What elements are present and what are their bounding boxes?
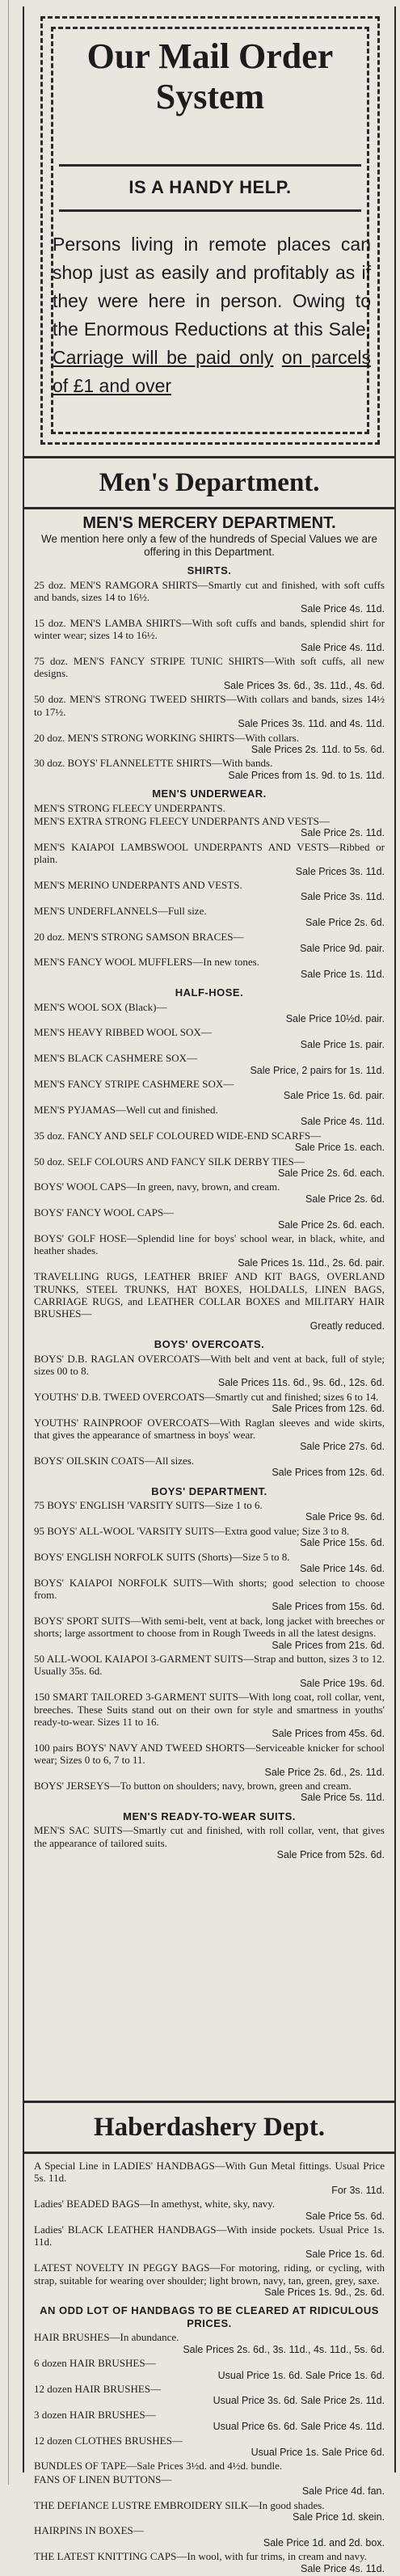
list-item xyxy=(34,1615,385,1652)
list-item xyxy=(34,1078,385,1103)
item-description: MEN'S HEAVY RIBBED WOOL SOX— xyxy=(34,1026,212,1039)
list-item xyxy=(34,2160,385,2197)
item-price: Sale Prices from 15s. 6d. xyxy=(272,1601,385,1613)
item-price: Sale Price 9d. pair. xyxy=(300,943,385,954)
item-price: Sale Price 3s. 11d. xyxy=(301,891,385,903)
item-description: YOUTHS' RAINPROOF OVERCOATS—With Raglan sleeves and wide skirts, that gives the appearance of smartness in boys' wear. xyxy=(34,1416,385,1442)
item-description: YOUTHS' D.B. TWEED OVERCOATS—Smartly cut and finished; sizes 6 to 14. xyxy=(34,1390,379,1403)
item-price: Sale Prices 3s. 11d. xyxy=(295,865,385,877)
list-item xyxy=(34,693,385,730)
ready-to-wear-list xyxy=(34,1824,385,1861)
boys-heading: BOYS' DEPARTMENT. xyxy=(151,1484,267,1497)
list-item xyxy=(34,905,385,930)
odd-lot-heading: AN ODD LOT OF HANDBAGS TO BE CLEARED AT RIDICULOUS PRICES. xyxy=(40,2304,379,2329)
list-item xyxy=(34,1155,385,1180)
list-item xyxy=(34,1052,385,1077)
item-description: MEN'S WOOL SOX (Black)— xyxy=(34,1000,167,1013)
item-description: MEN'S MERINO UNDERPANTS AND VESTS. xyxy=(34,878,242,891)
ready-to-wear-heading: MEN'S READY-TO-WEAR SUITS. xyxy=(123,1810,296,1822)
item-description: 75 BOYS' ENGLISH 'VARSITY SUITS—Size 1 to 6. xyxy=(34,1499,263,1512)
item-description: 3 dozen HAIR BRUSHES— xyxy=(34,2408,156,2421)
item-description: BOYS' KAIAPOI NORFOLK SUITS—With shorts; good selection to choose from. xyxy=(34,1576,385,1601)
item-price: Sale Price 2s. 6d. xyxy=(305,917,385,929)
item-price: Sale Price 27s. 6d. xyxy=(300,1441,385,1453)
item-description: 95 BOYS' ALL-WOOL 'VARSITY SUITS—Extra good value; Size 3 to 8. xyxy=(34,1524,350,1537)
list-item xyxy=(34,579,385,616)
item-price: Sale Prices from 1s. 9d. to 1s. 11d. xyxy=(228,769,385,781)
ad-rule-top xyxy=(59,164,361,167)
item-price: Sale Price 1s. pair. xyxy=(300,1038,385,1050)
list-item xyxy=(34,1551,385,1576)
item-price: Sale Prices from 21s. 6d. xyxy=(272,1639,385,1651)
item-price: For 3s. 11d. xyxy=(331,2184,385,2196)
item-description: Ladies' BLACK LEATHER HANDBAGS—With inside pockets. Usual Price 1s. 11d. xyxy=(34,2223,385,2249)
list-item xyxy=(34,732,385,757)
ad-title-line2: System xyxy=(155,77,265,116)
item-price: Sale Price 15s. 6d. xyxy=(300,1537,385,1549)
item-description: Ladies' BEADED BAGS—In amethyst, white, sky, navy. xyxy=(34,2198,276,2211)
item-description: MEN'S BLACK CASHMERE SOX— xyxy=(34,1052,198,1065)
item-price: Sale Prices 2s. 11d. to 5s. 6d. xyxy=(251,743,385,755)
haberdashery-heading: Haberdashery Dept. xyxy=(24,2101,394,2154)
item-price: Sale Price 1s. 6d. xyxy=(305,2248,385,2260)
list-item xyxy=(34,1742,385,1779)
item-price: Sale Price 10½d. pair. xyxy=(285,1013,385,1025)
list-item xyxy=(34,2435,385,2460)
list-item xyxy=(34,802,385,814)
list-item xyxy=(34,2261,385,2299)
list-item xyxy=(34,757,385,782)
item-description: MEN'S KAIAPOI LAMBSWOOL UNDERPANTS AND VESTS—Ribbed or plain. xyxy=(34,840,385,866)
item-price: Sale Price 5s. 11d. xyxy=(301,1792,385,1804)
list-item xyxy=(34,1391,385,1416)
underwear-list xyxy=(34,802,385,982)
list-item xyxy=(34,2550,385,2575)
item-price: Sale Prices 3s. 6d., 3s. 11d., 4s. 6d. xyxy=(223,679,385,691)
item-price: Greatly reduced. xyxy=(309,1320,385,1332)
list-item xyxy=(34,617,385,654)
item-price: Sale Price from 52s. 6d. xyxy=(276,1849,385,1861)
item-price: Sale Prices from 12s. 6d. xyxy=(272,1467,385,1479)
item-description: 15 doz. MEN'S LAMBA SHIRTS—With soft cuffs and bands, splendid shirt for winter wear; sizes 14 to 16½. xyxy=(34,616,385,642)
item-description: BOYS' SPORT SUITS—With semi-belt, vent at back, long jacket with breeches or shorts; large assortment to choose from in Rough Tweeds in all the latest designs. xyxy=(34,1614,385,1640)
item-description: MEN'S SAC SUITS—Smartly cut and finished, with roll collar, vent, that gives the appearance of tailored suits. xyxy=(34,1824,385,1849)
item-price: Sale Price 4s. 11d. xyxy=(301,641,385,653)
item-description: TRAVELLING RUGS, LEATHER BRIEF AND KIT BAGS, OVERLAND TRUNKS, STEEL TRUNKS, HAT BOXES, HOLDALLS, LINEN BAGS, CARRIAGE RUGS, and LEATHER COLLAR BOXES and MILITARY HAIR BRUSHES— xyxy=(34,1270,385,1320)
mens-department xyxy=(34,514,385,1862)
item-price: Sale Price 1d. and 2d. box. xyxy=(263,2536,385,2549)
list-item xyxy=(34,1232,385,1269)
list-item xyxy=(34,1130,385,1155)
underwear-heading: MEN'S UNDERWEAR. xyxy=(152,788,267,800)
item-description: THE DEFIANCE LUSTRE EMBROIDERY SILK—In good shades. xyxy=(34,2498,325,2511)
list-item xyxy=(34,956,385,981)
list-item xyxy=(34,1824,385,1861)
item-description: 20 doz. MEN'S STRONG SAMSON BRACES— xyxy=(34,930,244,943)
item-description: 75 doz. MEN'S FANCY STRIPE TUNIC SHIRTS—With soft cuffs, all new designs. xyxy=(34,655,385,680)
item-description: BOYS' OILSKIN COATS—All sizes. xyxy=(34,1454,195,1467)
list-item xyxy=(34,1525,385,1550)
item-price: Sale Price 4s. 11d. xyxy=(301,603,385,615)
boys-list xyxy=(34,1499,385,1805)
ad-subtitle: IS A HANDY HELP. xyxy=(128,177,292,197)
shirts-list xyxy=(34,579,385,783)
item-description: 20 doz. MEN'S STRONG WORKING SHIRTS—With collars. xyxy=(34,731,299,744)
item-description: 50 doz. MEN'S STRONG TWEED SHIRTS—With collars and bands, sizes 14½ to 17½. xyxy=(34,693,385,718)
ad-rule-bottom xyxy=(59,209,361,212)
item-price: Sale Price 9s. 6d. xyxy=(305,1511,385,1523)
item-description: FANS OF LINEN BUTTONS— xyxy=(34,2473,172,2485)
item-description: HAIRPINS IN BOXES— xyxy=(34,2524,144,2537)
item-description: MEN'S FANCY WOOL MUFFLERS—In new tones. xyxy=(34,956,259,969)
item-price: Sale Prices 11s. 6d., 9s. 6d., 12s. 6d. xyxy=(217,1377,385,1389)
item-price: Usual Price 1s. 6d. Sale Price 1s. 6d. xyxy=(217,2369,385,2381)
item-price: Sale Price 4s. 11d. xyxy=(301,2562,385,2574)
overcoats-list xyxy=(34,1353,385,1480)
item-price: Sale Price 1s. 6d. pair. xyxy=(283,1090,385,1102)
list-item xyxy=(34,2198,385,2223)
item-description: MEN'S EXTRA STRONG FLEECY UNDERPANTS AND VESTS— xyxy=(34,814,330,827)
list-item xyxy=(34,1104,385,1129)
item-description: MEN'S PYJAMAS—Well cut and finished. xyxy=(34,1103,218,1116)
item-price: Usual Price 3s. 6d. Sale Price 2s. 11d. xyxy=(213,2395,385,2407)
list-item xyxy=(34,2473,385,2498)
item-description: BOYS' FANCY WOOL CAPS— xyxy=(34,1206,175,1219)
ad-body-text: Persons living in remote places can shop just as easily and profitably as if they were here in person. Owing to the Enormous Reductions at this Sale, xyxy=(53,234,371,340)
list-item xyxy=(34,1691,385,1741)
list-item xyxy=(34,2357,385,2382)
handbags-list xyxy=(34,2160,385,2299)
item-price: Sale Prices 1s. 11d., 2s. 6d. pair. xyxy=(238,1256,385,1269)
item-description: 12 dozen CLOTHES BRUSHES— xyxy=(34,2434,183,2447)
item-description: A Special Line in LADIES' HANDBAGS—With Gun Metal fittings. Usual Price 5s. 11d. xyxy=(34,2160,385,2185)
list-item xyxy=(34,2223,385,2261)
item-price: Sale Price 2s. 6d. xyxy=(305,1193,385,1205)
list-item xyxy=(34,2409,385,2434)
item-description: MEN'S UNDERFLANNELS—Full size. xyxy=(34,904,207,917)
item-description: 25 doz. MEN'S RAMGORA SHIRTS—Smartly cut and finished, with soft cuffs and bands, sizes 14 to 16½. xyxy=(34,578,385,604)
advertisement-column xyxy=(23,6,396,2574)
item-price: Sale Price 2s. 6d. each. xyxy=(277,1218,385,1231)
list-item xyxy=(34,815,385,840)
item-price: Sale Prices from 45s. 6d. xyxy=(272,1728,385,1740)
list-item xyxy=(34,931,385,956)
mail-order-ad xyxy=(40,16,380,445)
list-item xyxy=(34,841,385,878)
item-description: 150 SMART TAILORED 3-GARMENT SUITS—With long coat, roll collar, vent, breeches. These Suits stand out on their own for style and smartness in youths' ready-to-wear. Sizes 11 to 16. xyxy=(34,1691,385,1728)
item-description: 30 doz. BOYS' FLANNELETTE SHIRTS—With bands. xyxy=(34,757,273,770)
list-item xyxy=(34,1499,385,1524)
mercery-heading: MEN'S MERCERY DEPARTMENT. xyxy=(82,514,336,532)
ad-parcel-line: on parcels of £1 and over xyxy=(53,347,371,396)
hose-heading: HALF-HOSE. xyxy=(175,986,244,999)
item-price: Sale Price, 2 pairs for 1s. 11d. xyxy=(250,1064,385,1076)
item-price: Sale Price 1d. skein. xyxy=(293,2511,385,2523)
list-item xyxy=(34,2499,385,2524)
hose-list xyxy=(34,1001,385,1333)
list-item xyxy=(34,2524,385,2549)
item-price: Sale Price 4s. 11d. xyxy=(301,1116,385,1128)
item-description: HAIR BRUSHES—In abundance. xyxy=(34,2331,179,2344)
ad-title xyxy=(43,36,377,117)
item-price: Sale Price 2s. 11d. xyxy=(301,827,385,839)
item-price: Sale Price 1s. each. xyxy=(294,1142,385,1154)
item-price: Sale Price 4d. fan. xyxy=(301,2485,385,2498)
list-item xyxy=(34,1270,385,1332)
item-price: Sale Price 14s. 6d. xyxy=(300,1563,385,1575)
list-item xyxy=(34,1353,385,1390)
list-item xyxy=(34,1653,385,1690)
item-description: BOYS' JERSEYS—To button on shoulders; navy, brown, green and cream. xyxy=(34,1780,352,1792)
list-item xyxy=(34,879,385,904)
item-description: BUNDLES OF TAPE—Sale Prices 3½d. and 4½d. bundle. xyxy=(34,2460,283,2473)
item-description: BOYS' D.B. RAGLAN OVERCOATS—With belt and vent at back, full of style; sizes 00 to 8. xyxy=(34,1352,385,1377)
item-description: BOYS' GOLF HOSE—Splendid line for boys' school wear, in black, white, and heather shades. xyxy=(34,1231,385,1257)
list-item xyxy=(34,1001,385,1026)
item-description: 50 ALL-WOOL KAIAPOI 3-GARMENT SUITS—Strap and button, sizes 3 to 12. Usually 35s. 6d. xyxy=(34,1652,385,1678)
ad-title-line1: Our Mail Order xyxy=(86,36,334,76)
item-description: BOYS' WOOL CAPS—In green, navy, brown, and cream. xyxy=(34,1180,280,1193)
item-price: Sale Prices from 12s. 6d. xyxy=(272,1403,385,1415)
item-price: Sale Price 5s. 6d. xyxy=(305,2210,385,2222)
item-price: Sale Price 1s. 11d. xyxy=(301,968,385,980)
item-price: Usual Price 1s. Sale Price 6d. xyxy=(251,2446,385,2458)
item-description: 12 dozen HAIR BRUSHES— xyxy=(34,2382,162,2395)
gutter-rule xyxy=(8,0,9,2485)
item-description: THE LATEST KNITTING CAPS—In wool, with fur trims, in cream and navy. xyxy=(34,2550,367,2563)
haberdashery-department xyxy=(34,2159,385,2576)
item-price: Sale Prices 3s. 11d. and 4s. 11d. xyxy=(238,718,385,730)
list-item xyxy=(34,2331,385,2356)
list-item xyxy=(34,2383,385,2408)
item-description: BOYS' ENGLISH NORFOLK SUITS (Shorts)—Size 5 to 8. xyxy=(34,1550,290,1563)
list-item xyxy=(34,2460,385,2472)
item-description: 6 dozen HAIR BRUSHES— xyxy=(34,2357,156,2370)
list-item xyxy=(34,1577,385,1614)
list-item xyxy=(34,655,385,692)
item-description: 50 doz. SELF COLOURS AND FANCY SILK DERBY TIES— xyxy=(34,1155,305,1168)
item-price: Sale Price 2s. 6d., 2s. 11d. xyxy=(264,1766,385,1778)
item-description: MEN'S STRONG FLEECY UNDERPANTS. xyxy=(34,801,225,814)
list-item xyxy=(34,1417,385,1454)
list-item xyxy=(34,1206,385,1231)
item-description: 35 doz. FANCY AND SELF COLOURED WIDE-END SCARFS— xyxy=(34,1129,322,1142)
item-price: Sale Prices 1s. 9d., 2s. 6d. xyxy=(264,2287,385,2299)
item-price: Sale Price 19s. 6d. xyxy=(300,1677,385,1689)
item-description: MEN'S FANCY STRIPE CASHMERE SOX— xyxy=(34,1078,234,1091)
list-item xyxy=(34,1180,385,1206)
mens-department-heading: Men's Department. xyxy=(24,456,394,509)
ad-body xyxy=(53,230,371,400)
list-item xyxy=(34,1026,385,1051)
ad-carriage-line: Carriage will be paid only xyxy=(53,347,274,368)
overcoats-heading: BOYS' OVERCOATS. xyxy=(154,1338,265,1351)
item-price: Sale Prices 2s. 6d., 3s. 11d., 4s. 11d., 5s. 6d. xyxy=(183,2343,385,2355)
list-item xyxy=(34,1455,385,1480)
odd-lot-list xyxy=(34,2331,385,2575)
item-price: Sale Price 2s. 6d. each. xyxy=(277,1167,385,1179)
mercery-intro: We mention here only a few of the hundreds of Special Values we are offering in this Department. xyxy=(41,533,377,558)
item-description: LATEST NOVELTY IN PEGGY BAGS—For motoring, riding, or cycling, with strap, suitable for wearing over shoulder; light brown, navy, tan, green, grey, saxe. xyxy=(34,2261,385,2287)
item-description: 100 pairs BOYS' NAVY AND TWEED SHORTS—Serviceable knicker for school wear; Sizes 0 to 6, 7 to 11. xyxy=(34,1741,385,1767)
list-item xyxy=(34,1780,385,1805)
shirts-heading: SHIRTS. xyxy=(187,564,232,577)
item-price: Usual Price 6s. 6d. Sale Price 4s. 11d. xyxy=(213,2421,385,2433)
